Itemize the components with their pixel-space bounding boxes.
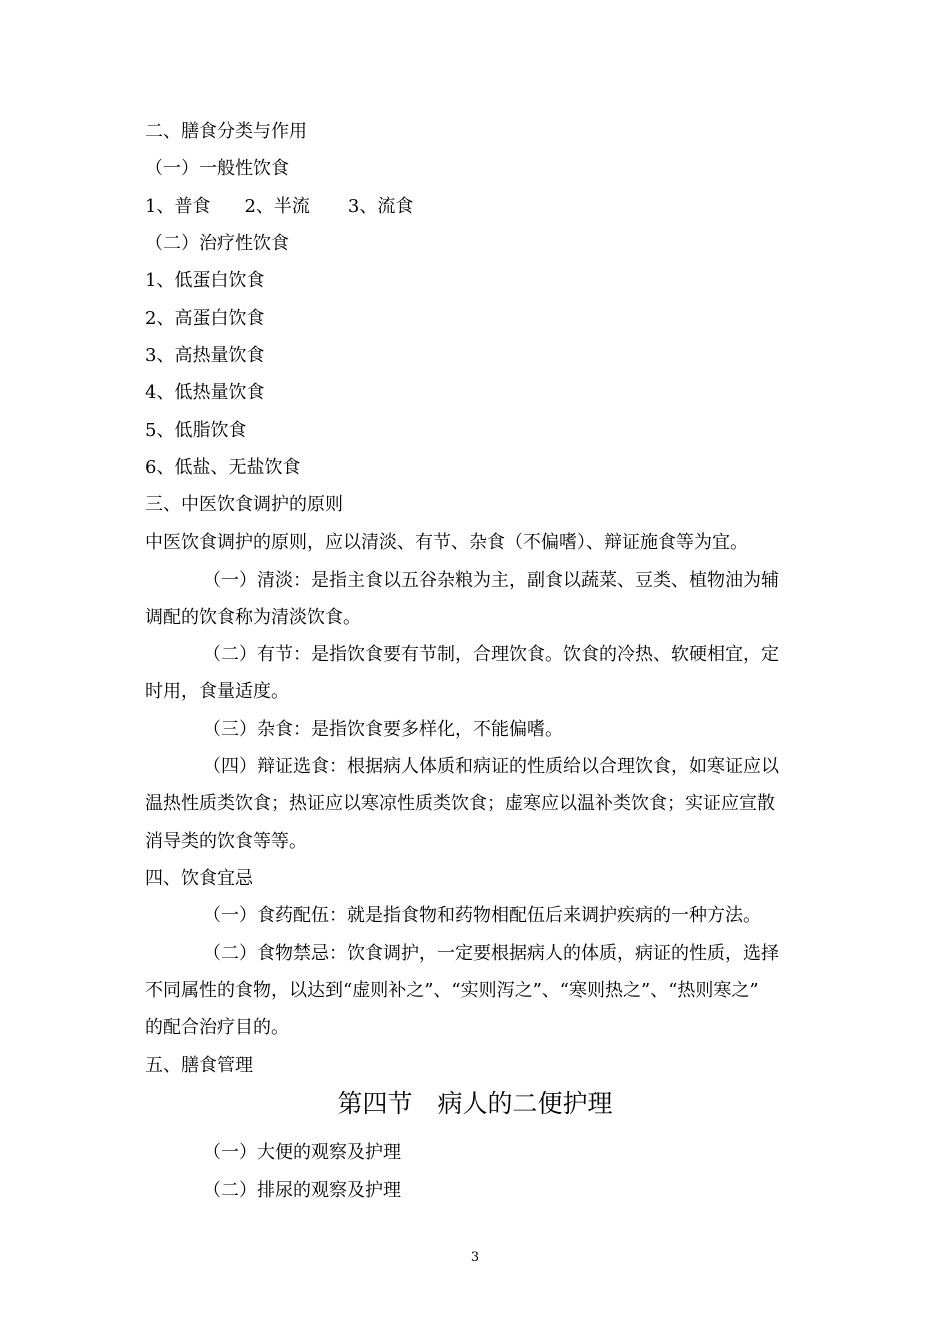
sub-item-urine: （二）排尿的观察及护理 <box>203 1180 401 1201</box>
paragraph-line: （一）清淡：是指主食以五谷杂粮为主，副食以蔬菜、豆类、植物油为辅 <box>203 570 779 591</box>
paragraph-line: 调配的饮食称为清淡饮食。 <box>145 607 361 628</box>
paragraph-line: （四）辩证选食：根据病人体质和病证的性质给以合理饮食，如寒证应以 <box>203 756 779 777</box>
paragraph-line: 消导类的饮食等等。 <box>145 831 307 852</box>
page-number: 3 <box>470 1250 480 1265</box>
subsection-general-diet: （一）一般性饮食 <box>145 158 289 179</box>
list-item: 6、低盐、无盐饮食 <box>145 457 301 478</box>
list-item: 1、低蛋白饮食 <box>145 270 265 291</box>
diet-type-regular: 1、普食 <box>145 196 211 217</box>
list-item: 2、高蛋白饮食 <box>145 308 265 329</box>
list-item: 4、低热量饮食 <box>145 382 265 403</box>
paragraph-line: 温热性质类饮食；热证应以寒凉性质类饮食；虚寒应以温补类饮食；实证应宣散 <box>145 793 775 814</box>
diet-type-semi-liquid: 2、半流 <box>244 196 310 217</box>
paragraph-line: 中医饮食调护的原则，应以清淡、有节、杂食（不偏嗜）、辩证施食等为宜。 <box>145 532 748 553</box>
section-heading: 第四节 病人的二便护理 <box>337 1089 613 1118</box>
paragraph-line: （一）食药配伍：就是指食物和药物相配伍后来调护疾病的一种方法。 <box>203 905 761 926</box>
paragraph-line: 时用，食量适度。 <box>145 681 289 702</box>
diet-types-row <box>145 195 413 219</box>
diet-type-liquid: 3、流食 <box>347 196 414 217</box>
list-item: 5、低脂饮食 <box>145 420 247 441</box>
section-title-4: 四、饮食宜忌 <box>145 868 253 889</box>
section-title-2: 二、膳食分类与作用 <box>145 121 307 142</box>
section-title-3: 三、中医饮食调护的原则 <box>145 494 343 515</box>
paragraph-line: （二）有节：是指饮食要有节制，合理饮食。饮食的冷热、软硬相宜，定 <box>203 644 779 665</box>
paragraph-line: 的配合治疗目的。 <box>145 1017 289 1038</box>
list-item: 3、高热量饮食 <box>145 345 265 366</box>
paragraph-line: （二）食物禁忌：饮食调护，一定要根据病人的体质，病证的性质，选择 <box>203 943 779 964</box>
paragraph-line: 不同属性的食物，以达到“虚则补之”、“实则泻之”、“寒则热之”、“热则寒之” <box>145 980 759 1001</box>
subsection-therapeutic-diet: （二）治疗性饮食 <box>145 233 289 254</box>
section-title-5: 五、膳食管理 <box>145 1055 253 1076</box>
paragraph-line: （三）杂食：是指饮食要多样化，不能偏嗜。 <box>203 719 563 740</box>
sub-item-stool: （一）大便的观察及护理 <box>203 1142 401 1163</box>
